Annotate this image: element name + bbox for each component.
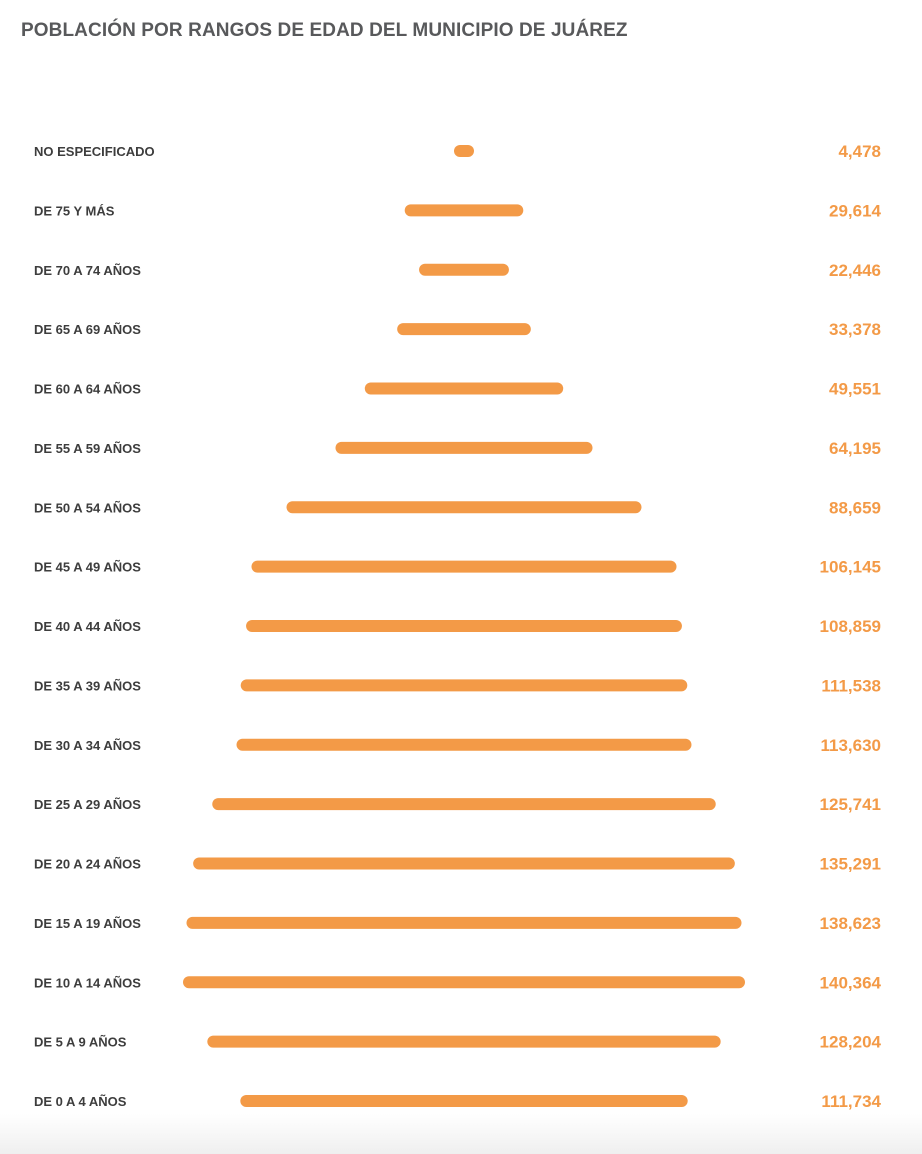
chart-title: POBLACIÓN POR RANGOS DE EDAD DEL MUNICIPIO DE JUÁREZ xyxy=(21,20,628,41)
category-label: DE 5 A 9 AÑOS xyxy=(34,1034,127,1050)
category-label: DE 65 A 69 AÑOS xyxy=(34,322,141,338)
bar-row xyxy=(34,1092,882,1111)
bar-row xyxy=(34,736,881,755)
value-label: 125,741 xyxy=(819,795,881,815)
category-label: DE 35 A 39 AÑOS xyxy=(34,678,141,694)
category-label: DE 25 A 29 AÑOS xyxy=(34,797,141,813)
value-label: 88,659 xyxy=(829,498,881,518)
value-label: 29,614 xyxy=(829,201,881,221)
category-label: DE 55 A 59 AÑOS xyxy=(34,440,141,456)
value-label: 113,630 xyxy=(820,735,881,755)
population-bar xyxy=(246,620,682,632)
bar-row xyxy=(34,795,881,814)
population-bar xyxy=(212,798,715,810)
category-label: DE 0 A 4 AÑOS xyxy=(34,1094,127,1109)
category-label: DE 30 A 34 AÑOS xyxy=(34,737,141,753)
population-bar xyxy=(335,442,592,454)
bar-row xyxy=(34,855,881,874)
population-bar xyxy=(405,204,524,216)
value-label: 108,859 xyxy=(819,617,881,636)
population-bar xyxy=(186,917,741,929)
category-label: DE 75 Y MÁS xyxy=(34,203,115,219)
category-label: NO ESPECIFICADO xyxy=(34,144,155,159)
value-label: 140,364 xyxy=(819,973,881,993)
population-bar xyxy=(193,858,735,870)
bar-row xyxy=(34,676,881,695)
bar-row xyxy=(34,142,881,161)
population-bar xyxy=(240,1095,687,1107)
population-bar xyxy=(237,739,692,751)
population-bar xyxy=(397,323,531,335)
bar-row xyxy=(34,261,881,280)
population-bar xyxy=(207,1036,720,1048)
value-label: 64,195 xyxy=(829,438,881,458)
bar-row xyxy=(34,320,881,339)
bar-row xyxy=(34,617,881,636)
category-label: DE 45 A 49 AÑOS xyxy=(34,559,141,575)
value-label: 138,623 xyxy=(819,913,881,933)
bar-row xyxy=(34,439,881,458)
population-bar xyxy=(365,383,563,395)
category-label: DE 10 A 14 AÑOS xyxy=(34,975,141,991)
bar-row xyxy=(34,380,881,399)
category-label: DE 50 A 54 AÑOS xyxy=(34,500,141,516)
category-label: DE 60 A 64 AÑOS xyxy=(34,381,141,397)
bar-row xyxy=(34,201,882,220)
value-label: 22,446 xyxy=(829,260,881,280)
value-label: 111,734 xyxy=(821,1092,881,1111)
value-label: 111,538 xyxy=(821,676,881,696)
value-label: 4,478 xyxy=(838,142,881,161)
population-bar xyxy=(183,976,745,988)
population-bar xyxy=(454,145,474,157)
population-bar xyxy=(241,679,688,691)
population-bar xyxy=(419,264,509,276)
value-label: 33,378 xyxy=(829,320,881,340)
bar-row xyxy=(34,1033,882,1052)
category-label: DE 70 A 74 AÑOS xyxy=(34,262,141,278)
value-label: 106,145 xyxy=(819,557,881,577)
category-label: DE 15 A 19 AÑOS xyxy=(34,915,141,931)
category-label: DE 40 A 44 AÑOS xyxy=(34,619,141,634)
value-label: 49,551 xyxy=(829,379,881,399)
category-label: DE 20 A 24 AÑOS xyxy=(34,856,141,872)
value-label: 128,204 xyxy=(819,1032,881,1052)
bar-row xyxy=(34,558,881,577)
value-label: 135,291 xyxy=(819,854,881,874)
bar-row xyxy=(34,973,882,992)
bar-row xyxy=(34,914,881,933)
bar-row xyxy=(34,498,881,517)
population-bar xyxy=(252,561,677,573)
population-bar xyxy=(287,501,642,513)
